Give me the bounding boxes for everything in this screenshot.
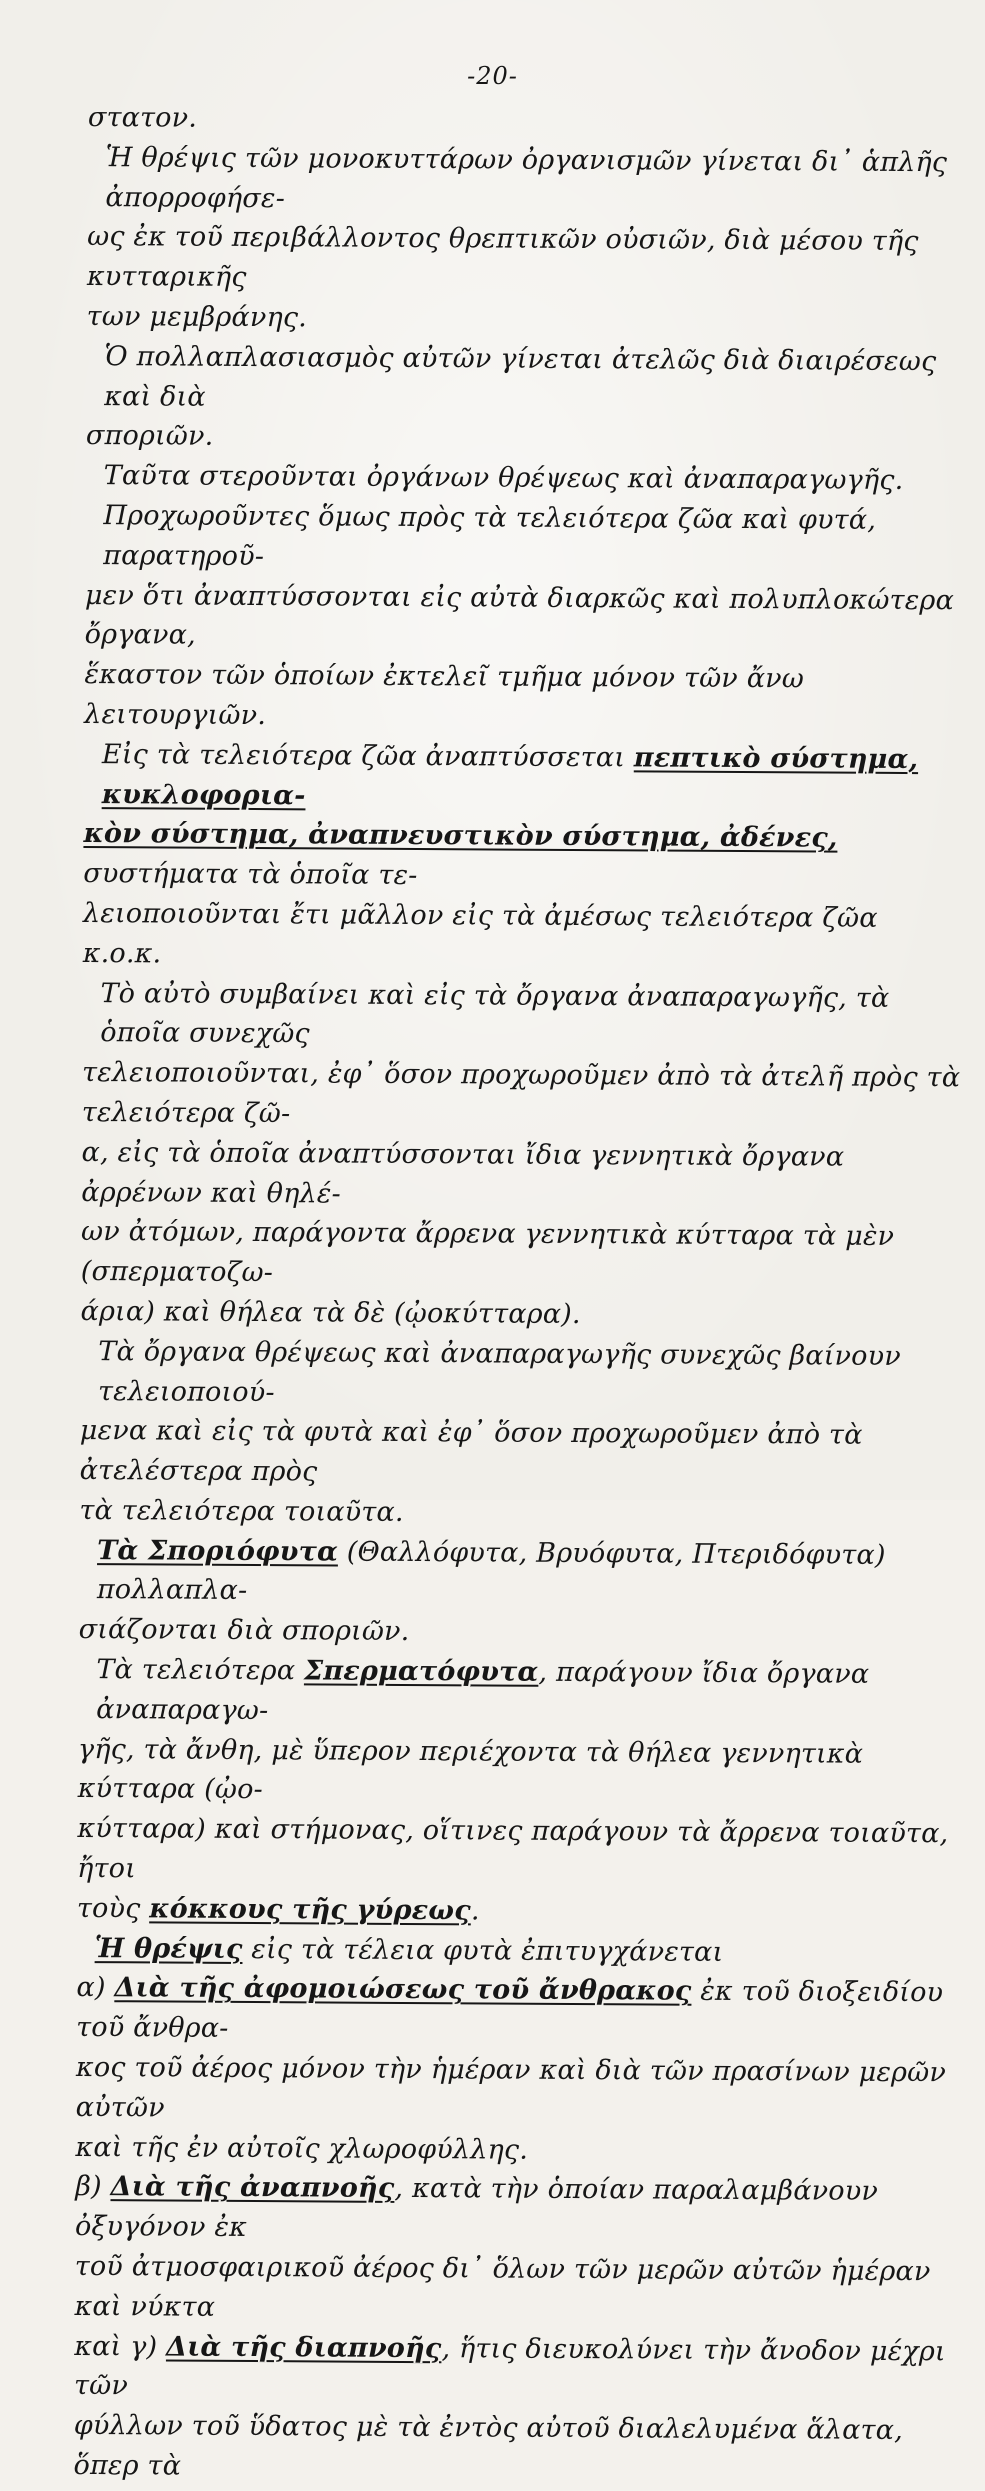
- text-line: [78, 1650, 958, 1735]
- text-line: [85, 496, 965, 581]
- text-segment: καὶ γ): [74, 2330, 167, 2363]
- text-line: [86, 337, 966, 422]
- text-segment: ων ἀτόμων, παράγοντα ἄρρενα γεννητικὰ κύτταρα τὰ μὲν (σπερματοζω-: [80, 1216, 895, 1289]
- text-line: [87, 217, 967, 302]
- text-segment: τὰ τελειότερα τοιαῦτα.: [79, 1494, 404, 1528]
- text-segment: , κατὰ τὴν ὁποίαν παραλαμβάνουν ὀξυγόνον ἐκ: [74, 2173, 879, 2244]
- text-line: [75, 2167, 955, 2252]
- underlined-term: κόκκους τῆς γύρεως: [149, 1893, 471, 1927]
- text-segment: μεν ὅτι ἀναπτύσσονται εἰς αὐτὰ διαρκῶς καὶ πολυπλοκώτερα ὄργανα,: [84, 579, 955, 652]
- text-segment: Τὰ τελειότερα: [96, 1654, 305, 1687]
- text-line: [86, 416, 966, 461]
- text-line: [88, 98, 968, 143]
- text-line: [85, 576, 965, 661]
- underlined-term: Διὰ τῆς διαπνοῆς: [165, 2331, 442, 2364]
- text-line: [87, 138, 967, 223]
- underlined-term: κὸν σύστημα, ἀναπνευστικὸν σύστημα, ἀδένες,: [83, 818, 838, 854]
- text-segment: συστήματα τὰ ὁποῖα τε-: [83, 858, 418, 892]
- text-line: [77, 1929, 957, 1974]
- text-line: [81, 1133, 961, 1218]
- text-segment: ἕκαστον τῶν ὁποίων ἐκτελεῖ τμῆμα μόνον τῶν ἄνω λειτουργιῶν.: [84, 659, 805, 732]
- text-segment: Προχωροῦντες ὅμως πρὸς τὰ τελειότερα ζῶα καὶ φυτά, παρατηροῦ-: [103, 500, 877, 572]
- text-segment: τοῦ ἀτμοσφαιρικοῦ ἀέρος δι᾽ ὅλων τῶν μερῶν αὐτῶν ἡμέραν καὶ νύκτα: [74, 2250, 931, 2323]
- text-line: [80, 1292, 960, 1337]
- text-segment: των μεμβράνης.: [86, 300, 308, 334]
- text-segment: Τὸ αὐτὸ συμβαίνει καὶ εἰς τὰ ὄργανα ἀναπαραγωγῆς, τὰ ὁποῖα συνεχῶς: [100, 977, 890, 1050]
- underlined-term: Διὰ τῆς ἀναπνοῆς: [110, 2171, 395, 2205]
- text-line: [80, 1332, 960, 1417]
- text-segment: κος τοῦ ἀέρος μόνον τὴν ἡμέραν καὶ διὰ τῶν πρασίνων μερῶν αὐτῶν: [75, 2052, 947, 2124]
- text-segment: εἰς τὰ τέλεια φυτὰ ἐπιτυγχάνεται: [242, 1933, 724, 1968]
- text-segment: άρια) καὶ θήλεα τὰ δὲ (ᾠοκύτταρα).: [80, 1295, 581, 1330]
- text-line: [79, 1411, 959, 1496]
- text-segment: (Θαλλόφυτα, Βρυόφυτα, Πτεριδόφυτα) πολλαπλα-: [96, 1536, 886, 1607]
- text-line: [76, 1968, 956, 2053]
- text-segment: μενα καὶ εἰς τὰ φυτὰ καὶ ἐφ᾽ ὅσον προχωροῦμεν ἀπὸ τὰ ἀτελέστερα πρὸς: [79, 1415, 863, 1488]
- text-line: [79, 1491, 959, 1536]
- text-segment: ἐκ τοῦ διοξειδίου τοῦ ἄνθρα-: [76, 1976, 944, 2045]
- text-segment: , παράγουν ἴδια ὄργανα ἀναπαραγω-: [96, 1656, 870, 1727]
- text-segment: Ταῦτα στεροῦνται ὀργάνων θρέψεως καὶ ἀναπαραγωγῆς.: [103, 460, 904, 497]
- text-line: [83, 894, 963, 979]
- text-segment: Τὰ ὄργανα θρέψεως καὶ ἀναπαραγωγῆς συνεχῶς βαίνουν τελειοποιού-: [98, 1335, 901, 1408]
- text-line: [78, 1730, 958, 1815]
- text-line: [74, 2327, 954, 2412]
- text-segment: τελειοποιοῦνται, ἐφ᾽ ὅσον προχωροῦμεν ἀπὸ τὰ ἀτελῆ πρὸς τὰ τελειότερα ζῶ-: [81, 1057, 961, 1130]
- page-number: -20-: [467, 62, 518, 90]
- underlined-term: Ἡ θρέψις: [94, 1932, 243, 1965]
- text-segment: ως ἐκ τοῦ περιβάλλοντος θρεπτικῶν οὐσιῶν, διὰ μέσου τῆς κυτταρικῆς: [86, 221, 919, 294]
- text-line: [79, 1610, 959, 1655]
- text-segment: , ἥτις διευκολύνει τὴν ἄνοδον μέχρι τῶν: [73, 2332, 946, 2402]
- text-segment: κύτταρα) καὶ στήμονας, οἵτινες παράγουν τὰ ἄρρενα τοιαῦτα, ἤτοι: [77, 1813, 949, 1885]
- text-line: [82, 974, 962, 1059]
- text-line: [79, 1531, 959, 1616]
- text-line: [82, 1053, 962, 1138]
- text-segment: β): [75, 2171, 111, 2203]
- underlined-term: Τὰ Σποριόφυτα: [97, 1534, 339, 1568]
- text-line: [83, 814, 963, 899]
- text-segment: στατον.: [87, 101, 198, 134]
- text-segment: γῆς, τὰ ἄνθη, μὲ ὕπερον περιέχοντα τὰ θήλεα γεννητικὰ κύτταρα (ᾠο-: [77, 1733, 864, 1806]
- text-segment: .: [470, 1895, 480, 1927]
- text-segment: λειοποιοῦνται ἔτι μᾶλλον εἰς τὰ ἀμέσως τελειότερα ζῶα κ.ο.κ.: [82, 897, 878, 970]
- text-line: [84, 735, 964, 820]
- text-segment: φύλλων τοῦ ὕδατος μὲ τὰ ἐντὸς αὐτοῦ διαλελυμένα ἅλατα, ὅπερ τὰ: [73, 2410, 904, 2482]
- text-line: [77, 1809, 957, 1894]
- text-line: [73, 2406, 953, 2491]
- text-segment: τοὺς: [76, 1892, 150, 1925]
- text-segment: καὶ τῆς ἐν αὐτοῖς χλωροφύλλης.: [75, 2131, 529, 2166]
- text-segment: Εἰς τὰ τελειότερα ζῶα ἀναπτύσσεται: [101, 738, 634, 774]
- underlined-term: Σπερματόφυτα: [303, 1655, 539, 1688]
- text-segment: Ἡ θρέψις τῶν μονοκυττάρων ὀργανισμῶν γίνεται δι᾽ ἁπλῆς ἀπορροφήσε-: [105, 141, 948, 214]
- text-segment: α): [76, 1972, 115, 2004]
- text-line: [86, 456, 966, 501]
- underlined-term: πεπτικὸ σύστημα, κυκλοφορια-: [101, 742, 919, 811]
- handwritten-text-body: [73, 98, 968, 2491]
- text-line: [77, 1889, 957, 1934]
- text-segment: Ὁ πολλαπλασιασμὸς αὐτῶν γίνεται ἀτελῶς διὰ διαιρέσεως καὶ διὰ: [104, 340, 937, 413]
- text-segment: α, εἰς τὰ ὁποῖα ἀναπτύσσονται ἴδια γεννητικὰ ὄργανα ἀρρένων καὶ θηλέ-: [81, 1136, 845, 1210]
- text-segment: σποριῶν.: [85, 420, 214, 453]
- text-line: [76, 2048, 956, 2133]
- text-line: [84, 655, 964, 740]
- text-line: [81, 1212, 961, 1297]
- underlined-term: Διὰ τῆς ἀφομοιώσεως τοῦ ἄνθρακος: [114, 1972, 692, 2008]
- text-line: [87, 297, 967, 342]
- text-line: [74, 2247, 954, 2332]
- text-line: [75, 2128, 955, 2173]
- text-segment: σιάζονται διὰ σποριῶν.: [78, 1614, 410, 1648]
